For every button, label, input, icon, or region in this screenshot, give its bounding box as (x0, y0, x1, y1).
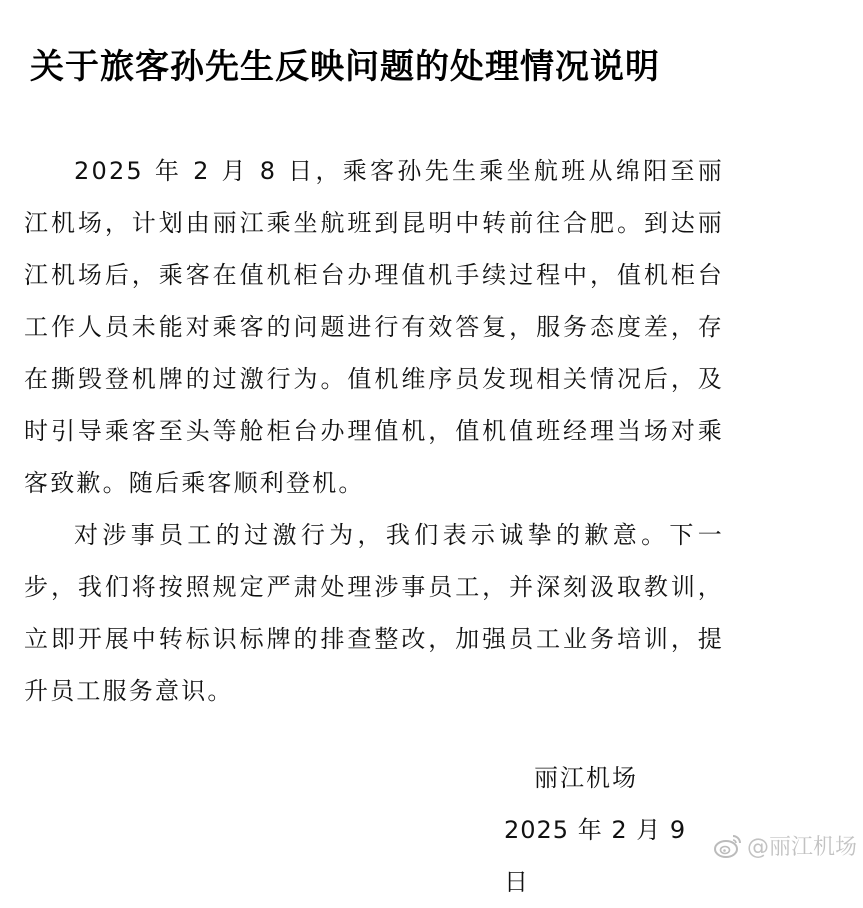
signature-block (490, 752, 710, 908)
page-title: 关于旅客孙先生反映问题的处理情况说明 (30, 47, 660, 87)
signature-organization: 丽江机场 (534, 764, 638, 792)
weibo-icon (713, 833, 743, 859)
document-body (24, 145, 724, 717)
weibo-handle: @丽江机场 (746, 835, 857, 860)
weibo-watermark (713, 830, 857, 861)
signature-date: 2025 年 2 月 9 日 (504, 816, 687, 896)
paragraph-apology: 对涉事员工的过激行为，我们表示诚挚的歉意。下一步，我们将按照规定严肃处理涉事员工，并深刻汲取教训，立即开展中转标识标牌的排查整改，加强员工业务培训，提升员工服务意识。 (24, 521, 724, 705)
paragraph-incident: 2025 年 2 月 8 日，乘客孙先生乘坐航班从绵阳至丽江机场，计划由丽江乘坐航班到昆明中转前往合肥。到达丽江机场后，乘客在值机柜台办理值机手续过程中，值机柜台工作人员未能对乘客的问题进行有效答复，服务态度差，存在撕毁登机牌的过激行为。值机维序员发现相关情况后，及时引导乘客至头等舱柜台办理值机，值机值班经理当场对乘客致歉。随后乘客顺利登机。 (24, 157, 724, 497)
